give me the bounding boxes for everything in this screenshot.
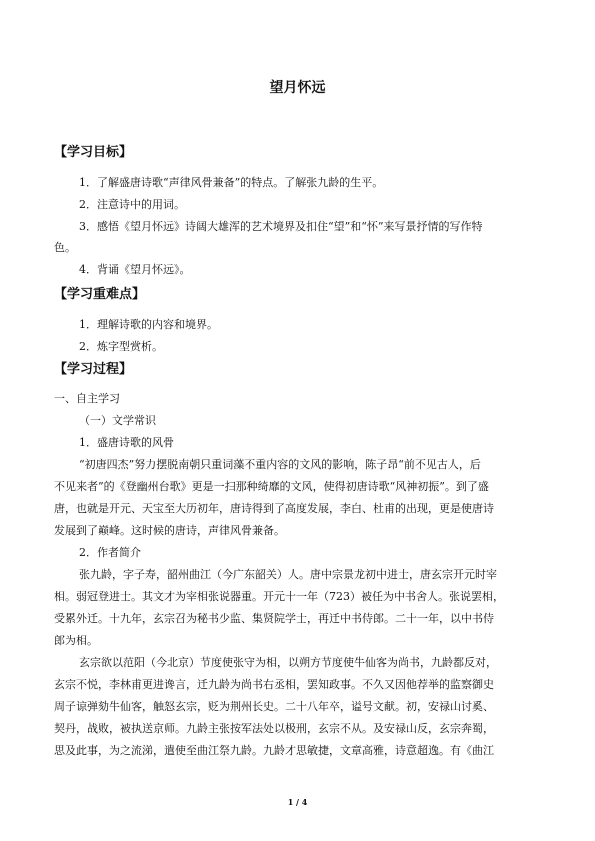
goal-item: 4．背诵《望月怀远》。 (79, 263, 191, 276)
page-number: 1 / 4 (287, 797, 308, 807)
paragraph-line: 玄宗欲以范阳（今北京）节度使张守为相，以朔方节度使牛仙客为尚书，九龄都反对， (79, 656, 497, 669)
section-heading-process: 【学习过程】 (54, 362, 133, 377)
page-title: 望月怀远 (269, 80, 326, 96)
paragraph-line: “初唐四杰”努力摆脱南朝只重词藻不重内容的文风的影响，陈子昂“前不见古人，后 (79, 458, 481, 471)
paragraph-line: 郎为相。 (54, 634, 98, 647)
process-subheading: （一）文学常识 (79, 414, 156, 427)
goal-item: 2．注意诗中的用词。 (79, 198, 185, 211)
paragraph-line: 契丹，战败，被执送京师。九龄主张按军法处以极刑，玄宗不从。及安禄山反，玄宗奔蜀， (54, 722, 494, 735)
process-part-heading: 一、自主学习 (54, 392, 120, 405)
paragraph-line: 思及此事，为之流涕，遣使至曲江祭九龄。九龄才思敏捷，文章高雅，诗意超逸。有《曲江 (54, 744, 494, 757)
paragraph-line: 张九龄，字子寿，韶州曲江（今广东韶关）人。唐中宗景龙初中进士，唐玄宗开元时宰 (79, 568, 497, 581)
process-item-heading: 1．盛唐诗歌的风骨 (79, 436, 174, 449)
paragraph-line: 唐，也就是开元、天宝至大历初年，唐诗得到了高度发展，李白、杜甫的出现，更是使唐诗 (54, 502, 494, 515)
goal-item: 3．感悟《望月怀远》诗阔大雄浑的艺术境界及扣住“望”和“怀”来写景抒情的写作特 (79, 220, 483, 233)
process-item-heading: 2．作者简介 (79, 546, 141, 559)
paragraph-line: 发展到了巅峰。这时候的唐诗，声律风骨兼备。 (54, 524, 285, 537)
key-point-item: 1．理解诗歌的内容和境界。 (79, 318, 218, 331)
paragraph-line: 玄宗不悦，李林甫更进谗言，迁九龄为尚书右丞相，罢知政事。不久又因他荐举的监察御史 (54, 678, 494, 691)
key-point-item: 2．炼字型赏析。 (79, 340, 163, 353)
section-heading-key-points: 【学习重难点】 (54, 287, 146, 302)
paragraph-line: 周子谅弹劾牛仙客，触怒玄宗，贬为荆州长史。二十八年卒，谥号文献。初，安禄山讨奚、 (54, 700, 494, 713)
paragraph-line: 受累外迁。十九年，玄宗召为秘书少监、集贤院学士，再迁中书侍郎。二十一年，以中书侍 (54, 612, 494, 625)
paragraph-line: 相。弱冠登进士。其文才为宰相张说器重。开元十一年（723）被任为中书舍人。张说罢相， (54, 590, 504, 603)
section-heading-goals: 【学习目标】 (54, 145, 133, 160)
goal-item: 1．了解盛唐诗歌“声律风骨兼备”的特点。了解张九龄的生平。 (79, 176, 384, 189)
paragraph-line: 不见来者”的《登幽州台歌》更是一扫那种绮靡的文风，使得初唐诗歌“风神初振”。到了盛 (54, 480, 489, 493)
goal-item-continuation: 色。 (54, 241, 76, 254)
